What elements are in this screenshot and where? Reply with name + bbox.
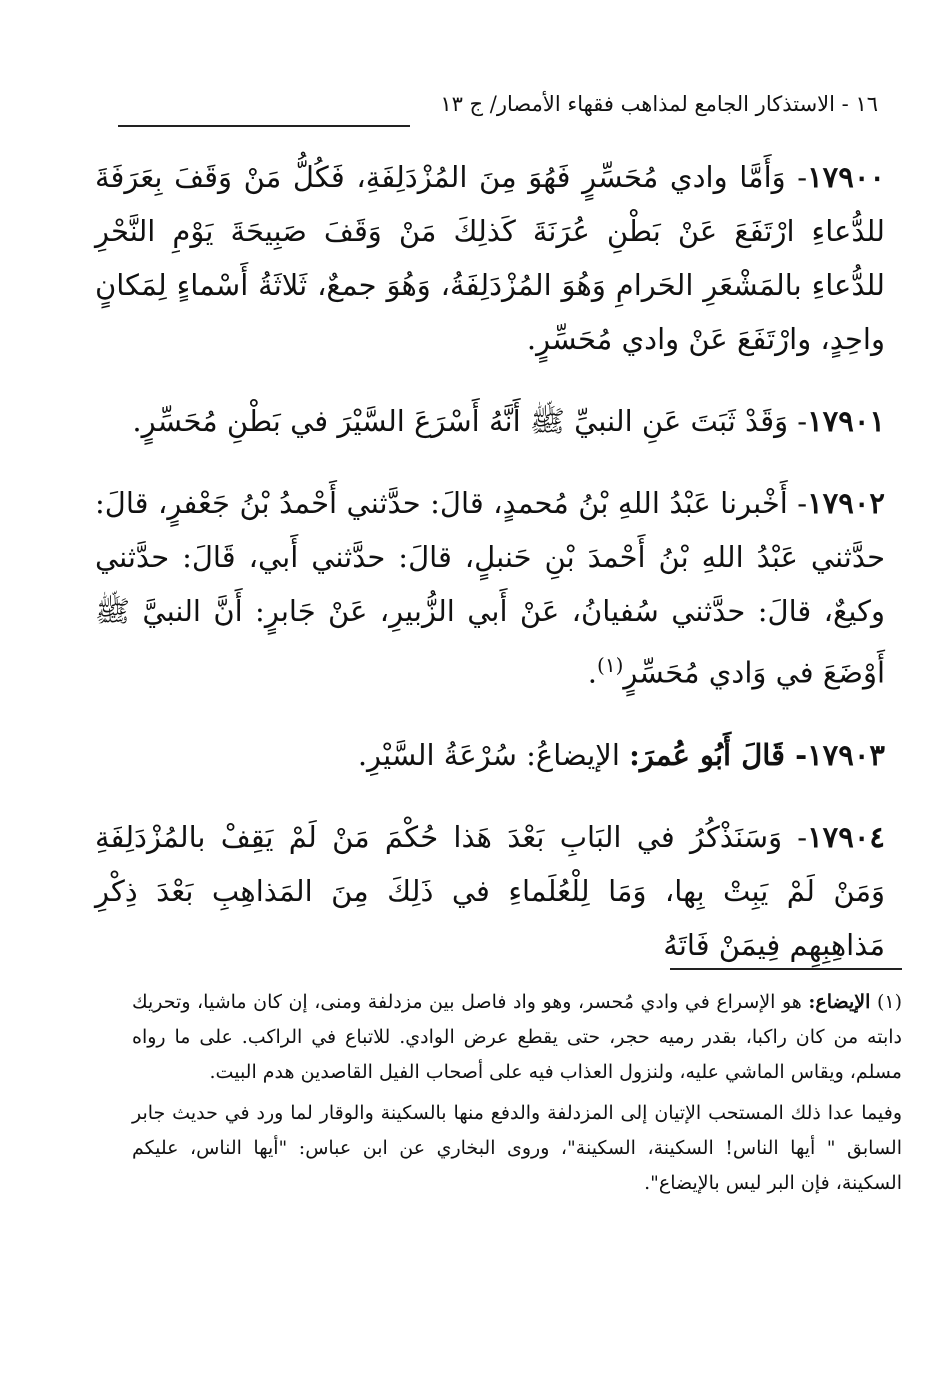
- paragraph-17904: [95, 810, 885, 972]
- paragraph-text: - وَأَمَّا وادي مُحَسِّرٍ فَهُوَ مِنَ المُزْدَلِفَةِ، فَكُلُّ مَنْ وَقَفَ بِعَرَفَةَ للدُّعاءِ ارْتَفَعَ عَنْ بَطْنِ عُرَنَةَ كَذلِكَ مَنْ وَقَفَ صَبِيحَةَ يَوْمِ النَّحْرِ للدُّعاءِ بالمَشْعَرِ الحَرامِ وَهُوَ المُزْدَلِفَةُ، وَهُوَ جمعٌ، ثَلاثَةُ أَسْماءٍ لِمَكانٍ واحِدٍ، وارْتَفَعَ عَنْ وادي مُحَسِّرٍ.: [95, 160, 885, 356]
- paragraph-17903: [95, 728, 885, 782]
- footnote-1: [132, 985, 902, 1090]
- paragraph-end: .: [587, 655, 598, 690]
- main-text: [95, 150, 885, 972]
- footnotes: [132, 985, 902, 1201]
- paragraph-number: ١٧٩٠٠: [807, 160, 885, 194]
- paragraph-number: ١٧٩٠٤: [807, 819, 885, 854]
- footnote-text: هو الإسراع في وادي مُحسر، وهو واد فاصل بين مزدلفة ومنى، إن كان ماشيا، وتحريك دابته من كان راكبا، بقدر رميه حجر، حتى يقطع عرض الوادي. للاتباع في الراكب. على ما رواه مسلم، ويقاس الماشي عليه، ولنزول العذاب فيه على أصحاب الفيل القاصدين هدم البيت.: [132, 991, 902, 1083]
- footnote-number: (١): [876, 991, 902, 1013]
- running-header: ١٦ - الاستذكار الجامع لمذاهب فقهاء الأمصار/ ج ١٣: [440, 92, 878, 116]
- speaker-label: - قَالَ أَبُو عُمرَ:: [629, 737, 808, 772]
- paragraph-text: - وَسَنَذْكُرُ في البَابِ بَعْدَ هَذا حُكْمَ مَنْ لَمْ يَقِفْ بالمُزْدَلِفَةِ وَمَنْ لَمْ يَبِتْ بِها، وَمَا لِلْعُلَماءِ في ذَلِكَ مِنَ المَذاهِبِ بَعْدَ ذِكْرِ مَذاهِبِهِم فِيمَنْ فَاتَهُ: [95, 819, 885, 962]
- paragraph-17902: [95, 476, 885, 700]
- paragraph-text: الإيضاعُ: سُرْعَةُ السَّيْرِ.: [357, 737, 630, 772]
- paragraph-number: ١٧٩٠١: [807, 404, 885, 438]
- footnote-rule: [670, 968, 902, 970]
- paragraph-17900: [95, 150, 885, 366]
- paragraph-text: - وَقَدْ ثَبَتَ عَنِ النبيِّ ﷺ أَنَّهُ أَسْرَعَ السَّيْرَ في بَطْنِ مُحَسِّرٍ.: [132, 404, 808, 438]
- footnote-marker: (١): [597, 653, 624, 677]
- paragraph-number: ١٧٩٠٢: [807, 486, 885, 520]
- header-rule: [118, 125, 410, 127]
- footnote-term: الإيضاع:: [808, 991, 871, 1013]
- footnote-continuation: وفيما عدا ذلك المستحب الإتيان إلى المزدلفة والدفع منها بالسكينة والوقار لما ورد في حديث جابر السابق " أيها الناس! السكينة، السكينة"، وروى البخاري عن ابن عباس: "أيها الناس، عليكم السكينة، فإن البر ليس بالإيضاع".: [132, 1102, 902, 1194]
- paragraph-17901: [95, 394, 885, 448]
- paragraph-number: ١٧٩٠٣: [807, 737, 885, 772]
- paragraph-text: - أَخْبرنا عَبْدُ اللهِ بْنُ مُحمدٍ، قالَ: حدَّثني أَحْمدُ بْنُ جَعْفرٍ، قالَ: حدَّثني عَبْدُ اللهِ بْنُ أَحْمدَ بْنِ حَنبلٍ، قالَ: حدَّثني أَبي، قَالَ: حدَّثني وكيعٌ، قالَ: حدَّثني سُفيانُ، عَنْ أَبي الزُّبيرِ، عَنْ جَابرٍ: أَنَّ النبيَّ ﷺ أَوْضَعَ في وَادي مُحَسِّرٍ: [95, 486, 885, 690]
